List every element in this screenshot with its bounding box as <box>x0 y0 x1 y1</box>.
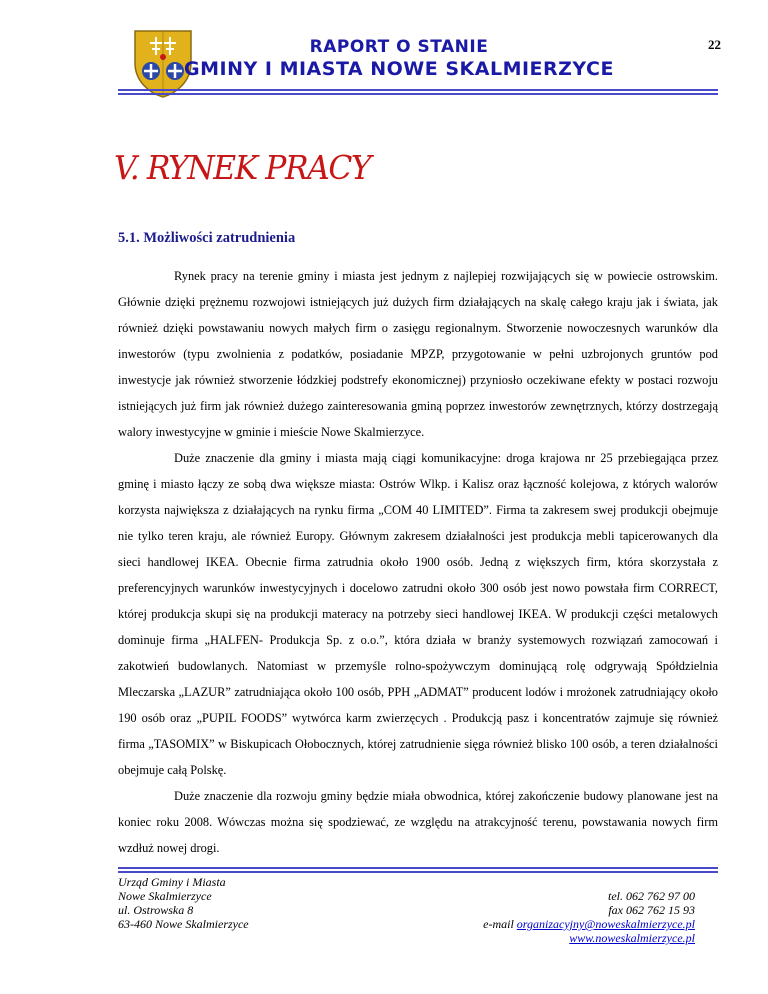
footer-contact <box>483 889 695 945</box>
footer-tel: tel. 062 762 97 00 <box>608 889 695 903</box>
footer-postcode: 63-460 Nowe Skalmierzyce <box>118 917 249 931</box>
paragraph: Duże znaczenie dla rozwoju gminy będzie miała obwodnica, której zakończenie budowy planowane jest na koniec roku 2008. Wówczas można się spodziewać, ze względu na atrakcyjność terenu, powstawania nowych firm wzdłuż nowej drogi. <box>118 789 718 855</box>
website-link[interactable]: www.noweskalmierzyce.pl <box>569 931 695 945</box>
footer-rule-top <box>118 867 718 869</box>
chapter-title: V. RYNEK PRACY <box>114 148 371 187</box>
header-rule-bottom <box>118 93 718 95</box>
email-link[interactable]: organizacyjny@noweskalmierzyce.pl <box>516 917 695 931</box>
paragraph: Duże znaczenie dla gminy i miasta mają ciągi komunikacyjne: droga krajowa nr 25 przebiegająca przez gminę i miasto łączy ze sobą dwa większe miasta: Ostrów Wlkp. i Kalisz oraz łączność kolejowa, z których walorów korzysta największa z działających na rynku firma „COM 40 LIMITED”. Firma ta zakresem swej produkcji obejmuje nie tylko teren kraju, ale również Europy. Głównym zakresem działalności jest produkcja mebli tapicerowanych dla sieci handlowej IKEA. Obecnie firma zatrudnia około 1900 osób. Jedną z większych firm, która skorzystała z preferencyjnych warunków inwestycyjnych i docelowo zatrudni około 300 osób jest nowo powstała firm CORRECT, której produkcja skupi się na produkcji materacy na potrzeby sieci handlowej IKEA. W produkcji części metalowych dominuje firma „HALFEN- Produkcja Sp. z o.o.”, która działa w branży systemowych rozwiązań zamocowań i zakotwień budowlanych. Natomiast w przemyśle rolno-spożywczym dominującą rolę odgrywają Spółdzielnia Mleczarska „LAZUR” zatrudniająca około 100 osób, PPH „ADMAT” producent lodów i mrożonek zatrudniający około 190 osób oraz „PUPIL FOODS” wytwórca karm zwierzęcych . Produkcją pasz i koncentratów zajmuje się również firma „TASOMIX” w Biskupicach Ołobocznych, której zatrudnienie sięga również blisko 100 osób, a teren działalności obejmuje całą Polskę. <box>118 451 718 777</box>
footer-office: Urząd Gminy i Miasta <box>118 875 226 889</box>
section-title: 5.1. Możliwości zatrudnienia <box>118 230 296 246</box>
footer-email-line <box>483 917 695 931</box>
footer-address <box>118 875 249 931</box>
page-number: 22 <box>708 37 721 52</box>
paragraph: Rynek pracy na terenie gminy i miasta jest jednym z najlepiej rozwijających się w powiecie ostrowskim. Głównie dzięki prężnemu rozwojowi istniejących już dużych firm działających na skalę całego kraju jak i świata, jak również dzięki powstawaniu nowych małych firm o zasięgu regionalnym. Stworzenie nowoczesnych warunków dla inwestorów (typu zwolnienia z podatków, posiadanie MPZP, przygotowanie w pełni uzbrojonych gruntów pod inwestycje jak również stworzenie łódzkiej podstrefy ekonomicznej) przyniosło oczekiwane efekty w postaci rozwoju istniejących już firm jak również dużego zainteresowania gminą poprzez inwestorów zewnętrznych, którzy dostrzegają walory inwestycyjne w gminie i mieście Nowe Skalmierzyce. <box>118 269 718 439</box>
report-title: RAPORT O STANIE <box>309 37 489 57</box>
footer-rule-bottom <box>118 871 718 873</box>
footer-street: ul. Ostrowska 8 <box>118 903 194 917</box>
body-text <box>118 263 718 861</box>
header-rule-top <box>118 89 718 91</box>
footer-town: Nowe Skalmierzyce <box>118 889 212 903</box>
email-label: e-mail <box>483 917 517 931</box>
footer-fax: fax 062 762 15 93 <box>608 903 695 917</box>
municipality-title: GMINY I MIASTA NOWE SKALMIERZYCE <box>184 58 614 80</box>
